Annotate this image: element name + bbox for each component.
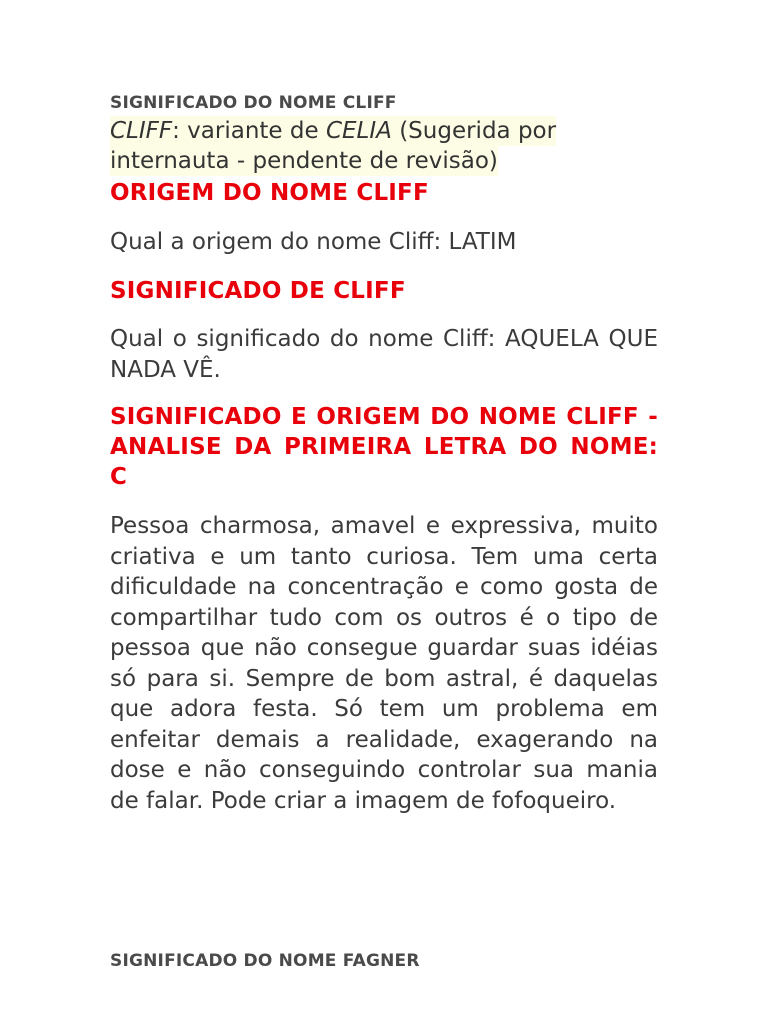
variant-note <box>110 116 658 176</box>
next-section-heading: SIGNIFICADO DO NOME FAGNER <box>110 951 420 971</box>
variant-name: CLIFF <box>110 118 173 144</box>
origin-text: Qual a origem do nome Cliff: LATIM <box>110 229 517 255</box>
variant-ref: CELIA <box>325 118 392 144</box>
variant-text-1: : variante de <box>172 118 326 144</box>
analysis-text: Pessoa charmosa, amavel e expressiva, muito criativa e um tanto curiosa. Tem uma certa dificuldade na concentração e como gosta de compartilhar tudo com os outros é o tipo de pessoa que não consegue guardar suas idéias só para si. Sempre de bom astral, é daquelas que adora festa. Só tem um problema em enfeitar demais a realidade, exagerando na dose e não conseguindo controlar sua mania de falar. Pode criar a imagem de fofoqueiro. <box>110 513 658 814</box>
variant-text-2: (Sugerida por internauta - pendente de revisão) <box>110 118 557 174</box>
origin-heading: ORIGEM DO NOME CLIFF <box>110 180 429 206</box>
meaning-text: Qual o significado do nome Cliff: AQUELA QUE NADA VÊ. <box>110 326 658 383</box>
meaning-heading: SIGNIFICADO DE CLIFF <box>110 278 406 304</box>
name-meaning-heading: SIGNIFICADO DO NOME CLIFF <box>110 93 397 113</box>
variant-highlight <box>110 116 556 176</box>
analysis-heading: SIGNIFICADO E ORIGEM DO NOME CLIFF - ANALISE DA PRIMEIRA LETRA DO NOME: C <box>110 404 658 490</box>
